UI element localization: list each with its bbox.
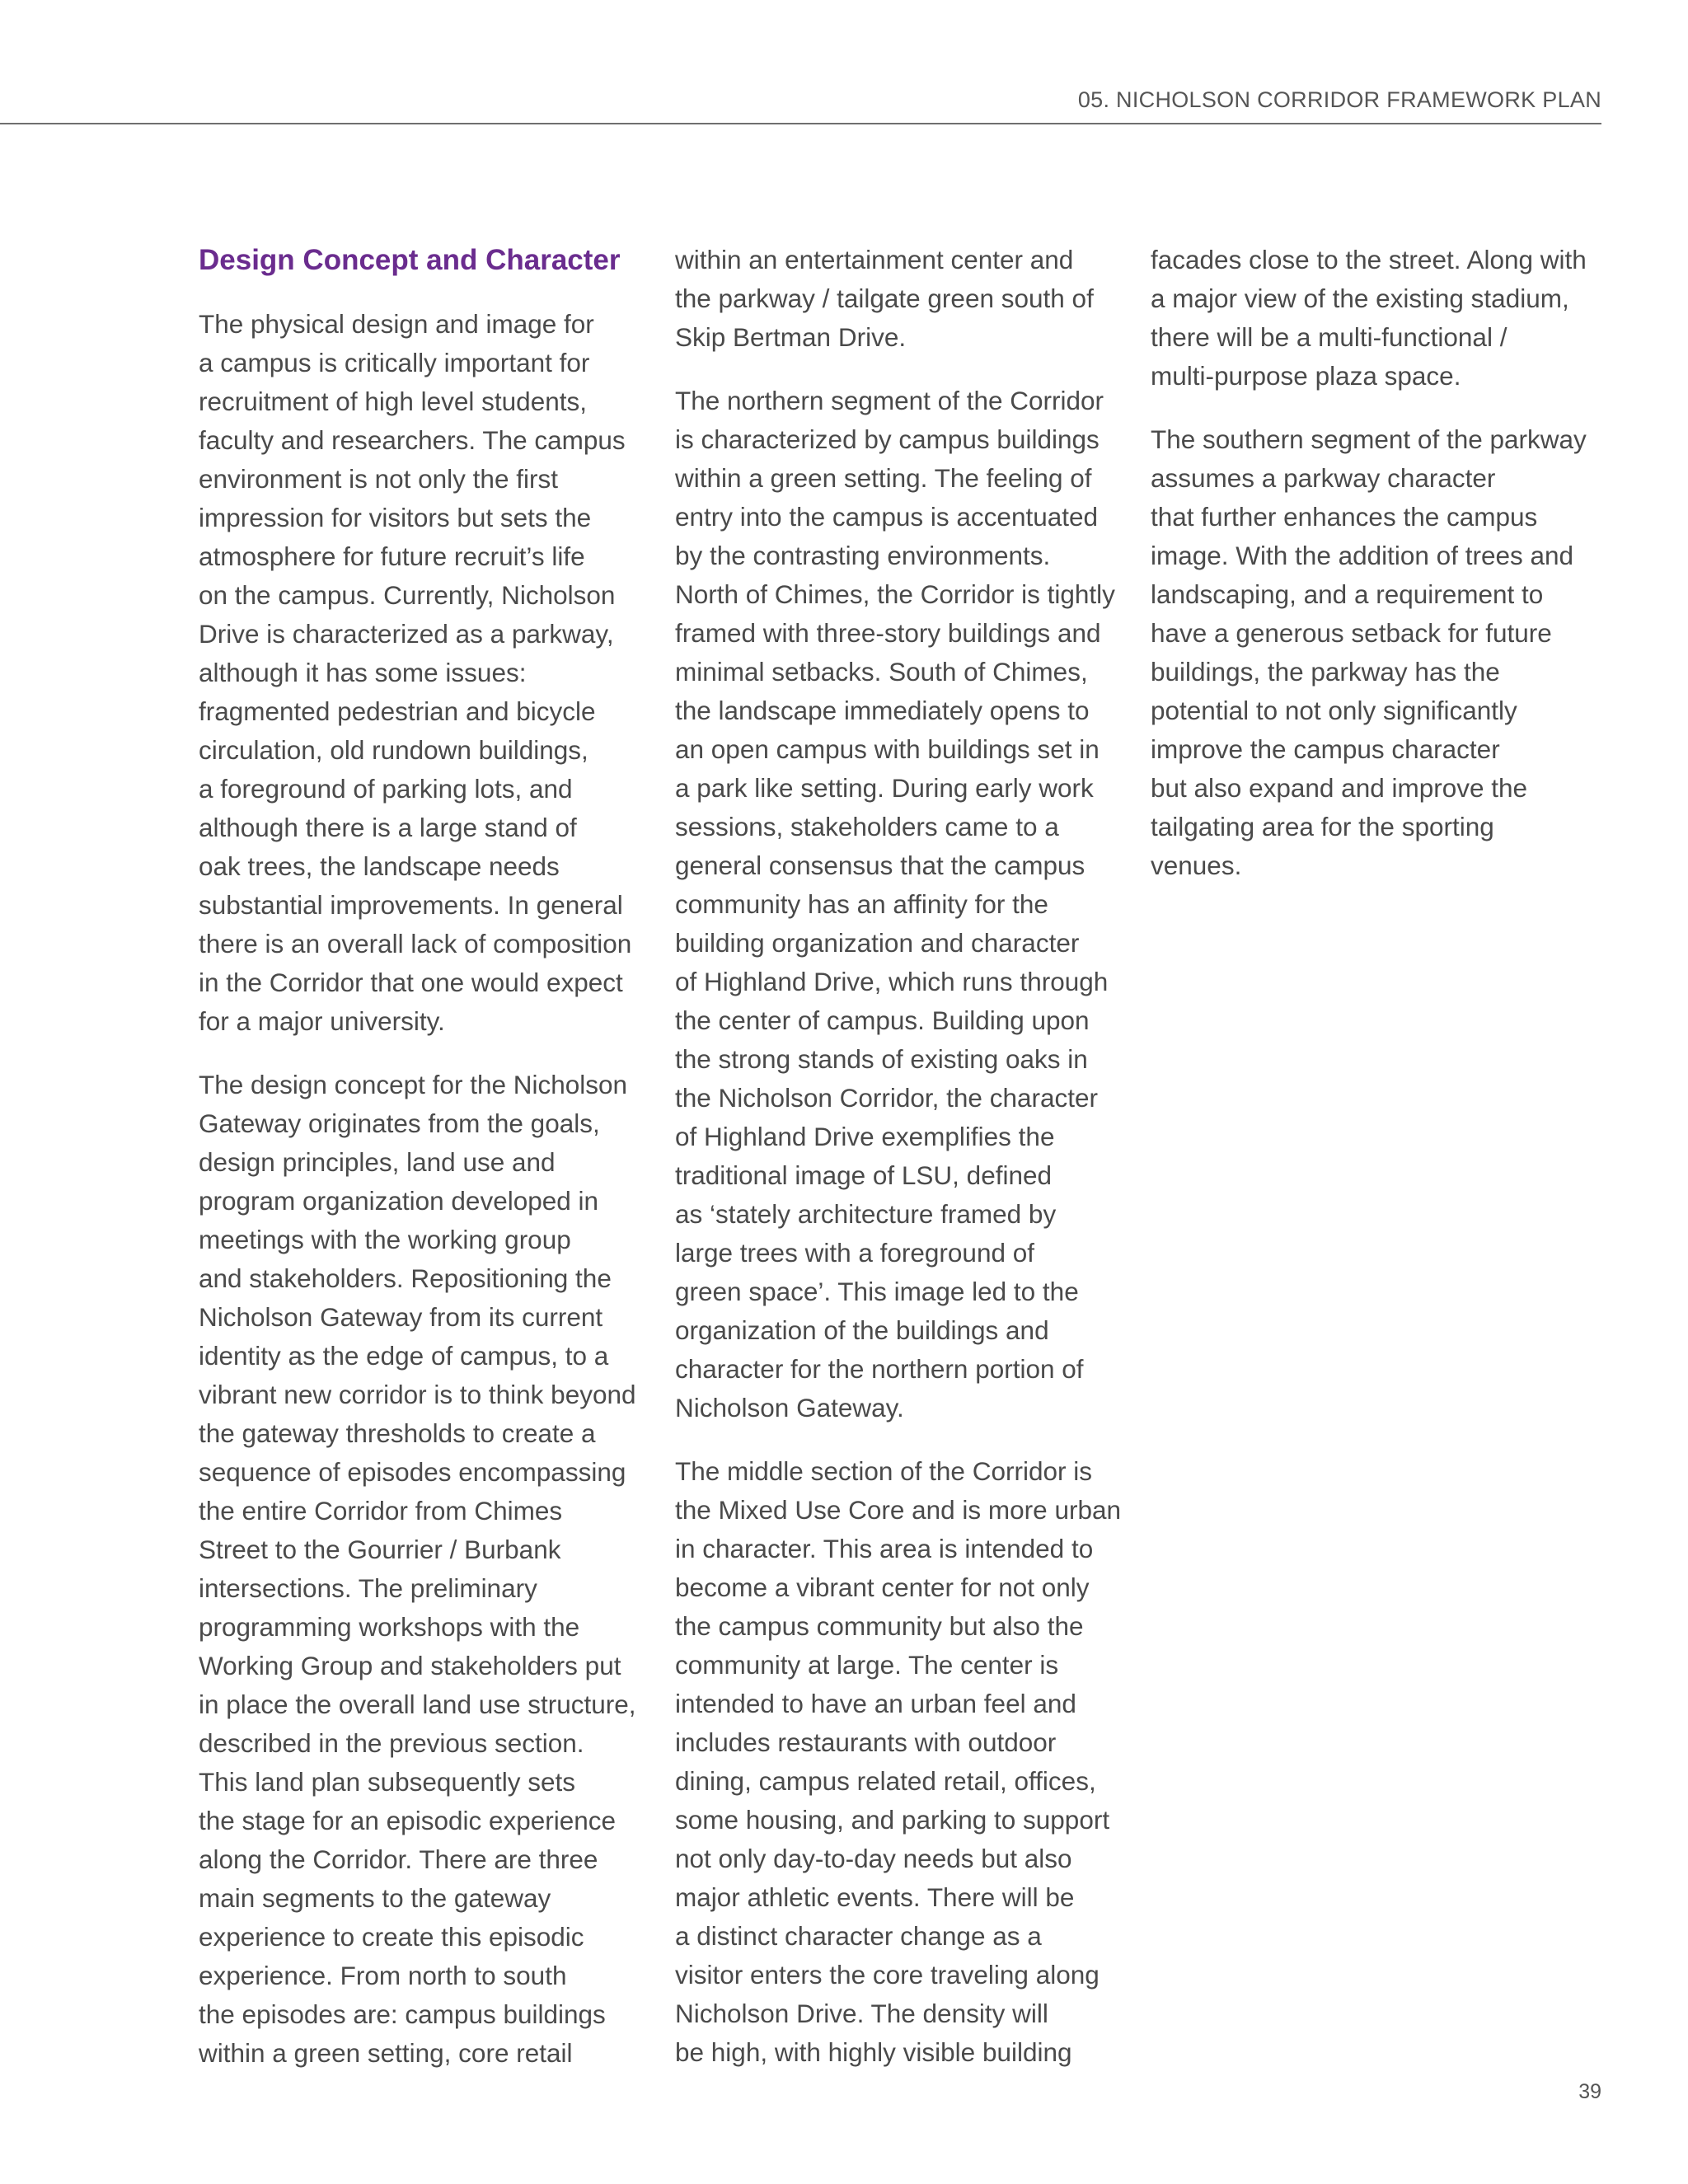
text-line: a campus is critically important for: [199, 348, 590, 377]
text-line: the Nicholson Corridor, the character: [675, 1083, 1098, 1113]
text-line: sequence of episodes encompassing: [199, 1457, 626, 1487]
section-heading: Design Concept and Character: [199, 244, 621, 276]
text-line: within a green setting, core retail: [199, 2038, 573, 2068]
paragraph: [1151, 420, 1612, 885]
header-divider: [0, 123, 1601, 124]
text-line: the episodes are: campus buildings: [199, 1999, 606, 2029]
text-line: potential to not only significantly: [1151, 696, 1517, 725]
text-line: the gateway thresholds to create a: [199, 1418, 596, 1448]
text-line: the Mixed Use Core and is more urban: [675, 1495, 1122, 1525]
text-line: in place the overall land use structure,: [199, 1690, 636, 1719]
text-line: on the campus. Currently, Nicholson: [199, 580, 616, 610]
text-line: intersections. The preliminary: [199, 1573, 537, 1603]
page-number: 39: [1578, 2080, 1601, 2103]
paragraph: [675, 382, 1137, 1427]
text-line: programming workshops with the: [199, 1612, 580, 1642]
paragraph: [199, 1066, 660, 2073]
text-line: Nicholson Drive. The density will: [675, 1999, 1048, 2028]
paragraph: [199, 305, 660, 1041]
text-line: North of Chimes, the Corridor is tightly: [675, 579, 1115, 609]
text-line: experience to create this episodic: [199, 1922, 584, 1952]
text-line: image. With the addition of trees and: [1151, 541, 1574, 570]
text-line: recruitment of high level students,: [199, 387, 587, 416]
text-line: intended to have an urban feel and: [675, 1689, 1076, 1718]
text-line: there will be a multi-functional /: [1151, 322, 1507, 352]
text-line: in character. This area is intended to: [675, 1534, 1094, 1563]
text-line: a foreground of parking lots, and: [199, 774, 573, 804]
text-line: Street to the Gourrier / Burbank: [199, 1535, 561, 1564]
text-line: the strong stands of existing oaks in: [675, 1044, 1088, 1074]
text-line: impression for visitors but sets the: [199, 503, 592, 532]
text-line: the parkway / tailgate green south of: [675, 284, 1094, 313]
text-line: have a generous setback for future: [1151, 618, 1552, 648]
text-line: not only day-to-day needs but also: [675, 1844, 1072, 1873]
text-line: the entire Corridor from Chimes: [199, 1496, 563, 1526]
text-line: and stakeholders. Repositioning the: [199, 1263, 612, 1293]
text-line: includes restaurants with outdoor: [675, 1727, 1057, 1757]
text-line: environment is not only the first: [199, 464, 558, 494]
text-line: assumes a parkway character: [1151, 463, 1496, 493]
text-line: be high, with highly visible building: [675, 2037, 1072, 2067]
text-column-3: [1151, 241, 1612, 910]
text-line: buildings, the parkway has the: [1151, 657, 1500, 687]
text-line: a distinct character change as a: [675, 1921, 1042, 1951]
text-line: The design concept for the Nicholson: [199, 1070, 628, 1099]
text-line: Drive is characterized as a parkway,: [199, 619, 614, 649]
text-line: minimal setbacks. South of Chimes,: [675, 657, 1088, 687]
text-line: vibrant new corridor is to think beyond: [199, 1380, 636, 1409]
text-line: Nicholson Gateway from its current: [199, 1302, 603, 1332]
text-line: as ‘stately architecture framed by: [675, 1199, 1057, 1229]
text-line: some housing, and parking to support: [675, 1805, 1110, 1835]
text-line: substantial improvements. In general: [199, 890, 623, 920]
text-line: tailgating area for the sporting: [1151, 812, 1494, 841]
text-line: is characterized by campus buildings: [675, 424, 1100, 454]
text-line: along the Corridor. There are three: [199, 1844, 598, 1874]
text-line: major athletic events. There will be: [675, 1882, 1075, 1912]
text-line: an open campus with buildings set in: [675, 734, 1100, 764]
text-line: oak trees, the landscape needs: [199, 851, 560, 881]
text-line: meetings with the working group: [199, 1225, 571, 1254]
paragraph: [1151, 241, 1612, 396]
text-line: but also expand and improve the: [1151, 773, 1528, 803]
text-line: a park like setting. During early work: [675, 773, 1094, 803]
text-line: experience. From north to south: [199, 1961, 567, 1990]
text-line: sessions, stakeholders came to a: [675, 812, 1059, 841]
text-line: general consensus that the campus: [675, 851, 1085, 880]
text-line: This land plan subsequently sets: [199, 1767, 576, 1797]
text-line: program organization developed in: [199, 1186, 599, 1216]
text-line: for a major university.: [199, 1006, 445, 1036]
text-line: become a vibrant center for not only: [675, 1572, 1090, 1602]
text-line: a major view of the existing stadium,: [1151, 284, 1569, 313]
text-line: organization of the buildings and: [675, 1315, 1049, 1345]
text-line: venues.: [1151, 851, 1242, 880]
text-line: within a green setting. The feeling of: [675, 463, 1092, 493]
text-line: landscaping, and a requirement to: [1151, 579, 1544, 609]
text-line: The physical design and image for: [199, 309, 594, 339]
text-line: faculty and researchers. The campus: [199, 425, 626, 455]
text-line: of Highland Drive exemplifies the: [675, 1122, 1055, 1151]
text-line: improve the campus character: [1151, 734, 1500, 764]
text-line: green space’. This image led to the: [675, 1277, 1079, 1306]
text-line: Gateway originates from the goals,: [199, 1108, 600, 1138]
text-line: Nicholson Gateway.: [675, 1393, 904, 1422]
text-line: in the Corridor that one would expect: [199, 968, 623, 997]
text-line: design principles, land use and: [199, 1147, 556, 1177]
text-line: entry into the campus is accentuated: [675, 502, 1099, 532]
text-line: Working Group and stakeholders put: [199, 1651, 621, 1680]
text-line: large trees with a foreground of: [675, 1238, 1035, 1268]
text-column-1: [199, 241, 660, 2097]
text-column-2: [675, 241, 1137, 2097]
text-line: of Highland Drive, which runs through: [675, 967, 1109, 996]
text-line: The northern segment of the Corridor: [675, 386, 1104, 415]
text-line: The southern segment of the parkway: [1151, 424, 1587, 454]
text-line: although there is a large stand of: [199, 813, 577, 842]
text-line: community has an affinity for the: [675, 889, 1048, 919]
paragraph: [675, 241, 1137, 357]
text-line: identity as the edge of campus, to a: [199, 1341, 609, 1371]
text-line: the center of campus. Building upon: [675, 1005, 1090, 1035]
text-line: traditional image of LSU, defined: [675, 1160, 1053, 1190]
text-line: fragmented pedestrian and bicycle: [199, 696, 596, 726]
text-line: that further enhances the campus: [1151, 502, 1538, 532]
text-line: Skip Bertman Drive.: [675, 322, 907, 352]
text-line: the stage for an episodic experience: [199, 1806, 617, 1835]
text-line: building organization and character: [675, 928, 1080, 958]
text-line: within an entertainment center and: [675, 245, 1074, 274]
text-line: character for the northern portion of: [675, 1354, 1084, 1384]
text-line: visitor enters the core traveling along: [675, 1960, 1100, 1990]
paragraph: [675, 1452, 1137, 2072]
text-line: dining, campus related retail, offices,: [675, 1766, 1096, 1796]
text-line: facades close to the street. Along with: [1151, 245, 1587, 274]
text-line: the campus community but also the: [675, 1611, 1084, 1641]
text-line: multi-purpose plaza space.: [1151, 361, 1461, 391]
text-line: by the contrasting environments.: [675, 541, 1051, 570]
text-line: atmosphere for future recruit’s life: [199, 541, 585, 571]
text-line: circulation, old rundown buildings,: [199, 735, 588, 765]
text-line: there is an overall lack of composition: [199, 929, 632, 958]
text-line: the landscape immediately opens to: [675, 696, 1090, 725]
section-header: 05. NICHOLSON CORRIDOR FRAMEWORK PLAN: [1077, 87, 1601, 112]
text-line: framed with three-story buildings and: [675, 618, 1101, 648]
text-line: The middle section of the Corridor is: [675, 1456, 1092, 1486]
text-line: community at large. The center is: [675, 1650, 1059, 1680]
text-line: described in the previous section.: [199, 1728, 584, 1758]
text-line: main segments to the gateway: [199, 1883, 551, 1913]
text-line: although it has some issues:: [199, 658, 527, 687]
